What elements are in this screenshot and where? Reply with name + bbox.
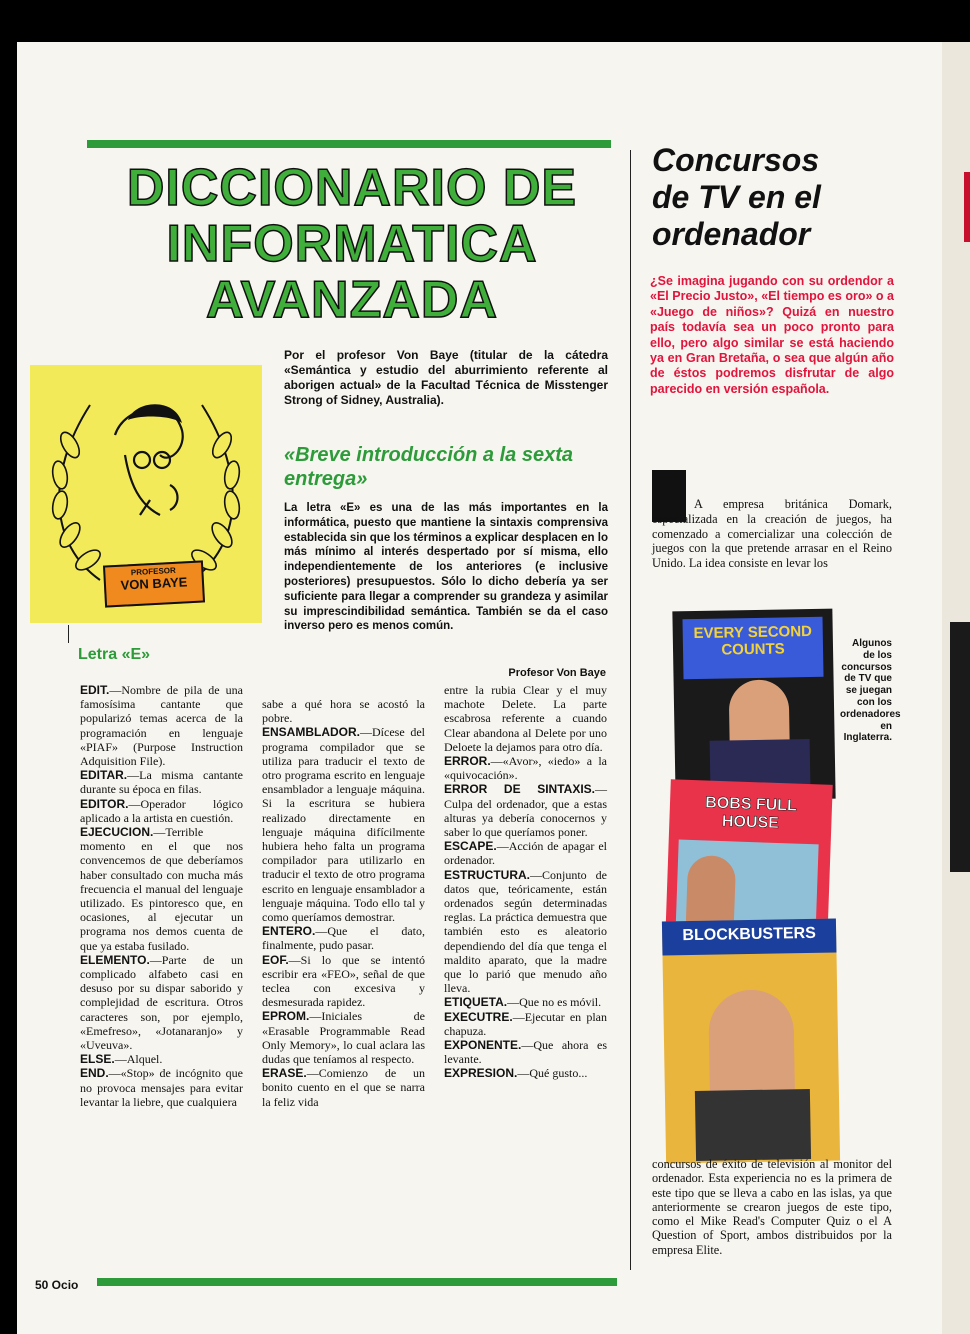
top-green-rule <box>87 140 611 148</box>
sidebar-title <box>652 142 922 253</box>
bottom-green-rule <box>97 1278 617 1286</box>
entry-definition: —Alquel. <box>114 1052 163 1067</box>
entry-term: EXPONENTE. <box>444 1038 522 1053</box>
article-title <box>72 160 632 328</box>
sidebar-title-line-1: Concursos <box>652 142 820 178</box>
entry-term: ETIQUETA. <box>444 995 508 1010</box>
author-byline: Por el profesor Von Baye (titular de la cátedra «Semántica y estudio del aburrimiento referente al aborigen actual» de la Facultad Técnica de Misstenger Strong of Sidney, Australia). <box>284 348 608 407</box>
nameplate-line-1: PROFESOR <box>130 565 177 578</box>
entry-term: EDITOR. <box>80 796 129 811</box>
sidebar-title-line-2: de TV en el <box>652 179 821 215</box>
game-box-every-second-counts <box>672 609 835 802</box>
entry-term: EXECUTRE. <box>444 1009 513 1024</box>
game-boxes-photo <box>656 610 838 1165</box>
sidebar-body-1 <box>652 497 892 571</box>
entry-definition: —«Avor», «iedo» a la «quivocación». <box>444 754 607 783</box>
dictionary-entry <box>262 725 425 924</box>
entry-term: ESTRUCTURA. <box>444 867 530 882</box>
facing-page-photo <box>950 622 970 872</box>
title-line-3: AVANZADA <box>205 271 499 329</box>
entry-definition: —Dícese del programa compilador que se utiliza para traducir el texto de otro programa escrito en lenguaje ensamblador a lenguaje máquina. Si la escritura se hubiera realizado directamente en lenguaje máquina difícilmente hubiera heho falta un programa compilador para utilizarlo en traducir el texto de otro programa escrito en lenguaje ensamblador a lenguaje máquina. Todo ello tal y como queríamos demostrar. <box>262 725 425 925</box>
dictionary-entry <box>444 754 607 782</box>
intro-signature: Profesor Von Baye <box>508 667 606 679</box>
photo-caption: Algunos de los concursos de TV que se juegan con los ordenadores en Inglaterra. <box>840 638 901 744</box>
sidebar-body-1-text: A empresa británica Domark, especializada en la creación de juegos, ha comenzado a comercializar una colección de juegos con la que pretende arrasar en el Reino Unido. La idea consiste en levar los <box>652 497 892 571</box>
entry-definition: —Parte de un complicado alfabeto casi en desuso por su dispar saborido y complejidad de escritura. Otros caracteres son, por ejemplo, «Emefreso», «Jotanaranjo» y «Uveuva». <box>80 952 243 1053</box>
entry-definition: —Qué gusto... <box>517 1066 588 1081</box>
entry-definition: —Iniciales de «Erasable Programmable Read Only Memory», lo cual aclara las dudas que teníamos al respecto. <box>262 1009 425 1067</box>
entry-definition: —Comienzo de un bonito cuento en el que se narra la feliz vida <box>262 1066 425 1109</box>
entry-definition: sabe a qué hora se acostó la pobre. <box>262 697 425 726</box>
entry-definition: —Que ahora es levante. <box>444 1038 607 1067</box>
column-rule-left <box>68 625 69 643</box>
dictionary-entry <box>444 1010 607 1038</box>
entry-term: ERROR. <box>444 754 491 769</box>
game-title-1: EVERY SECOND COUNTS <box>693 622 813 659</box>
sidebar-body-2: concursos de éxito de televisión al monitor del ordenador. Esta experiencia no es la primera de este tipo que se lleva a cabo en las islas, ya que anteriormente se crearon juegos de este tipo, como el Mike Read's Computer Quiz o el A Question of Sport, ambos distribuidos por la empresa Elite. <box>652 1157 892 1257</box>
dictionary-entry <box>444 782 607 839</box>
entry-term: END. <box>80 1066 109 1081</box>
dictionary-entry <box>80 825 243 953</box>
facing-page-edge <box>942 42 970 1334</box>
entry-definition: —Culpa del ordenador, que a estas alturas ya debería conocernos y saber lo que queríamos poner. <box>444 782 607 840</box>
game-box-blockbusters <box>662 919 840 1164</box>
dictionary-entry <box>80 1066 243 1109</box>
dictionary-entry <box>444 1066 607 1080</box>
entry-term: ERROR DE SINTAXIS. <box>444 782 595 797</box>
intro-subhead: «Breve introducción a la sexta entrega» <box>284 444 574 490</box>
dictionary-entry <box>262 697 425 725</box>
dictionary-entry <box>262 1009 425 1066</box>
dictionary-column-3 <box>444 683 607 1081</box>
dictionary-entry <box>80 768 243 796</box>
dictionary-entry <box>444 683 607 754</box>
entry-term: EPROM. <box>262 1009 310 1024</box>
entry-definition: entre la rubia Clear y el muy machote Delete. La parte escabrosa referente a cuando Clear abandona al Delete por uno Deloete la dejamos para otro día. <box>444 683 607 754</box>
entry-definition: —Conjunto de datos que, teóricamente, están ordenados según determinadas reglas. La práctica demuestra que también esto es aleatorio dependiendo del día que tenga el maldito aparato, que la madre que lo parió que menudo año lleva. <box>444 867 607 996</box>
entry-term: ENSAMBLADOR. <box>262 725 360 740</box>
entry-term: ENTERO. <box>262 924 316 939</box>
dictionary-entry <box>262 1066 425 1109</box>
entry-term: EOF. <box>262 952 289 967</box>
dictionary-column-1 <box>80 683 243 1109</box>
game-title-3: BLOCKBUSTERS <box>682 924 816 945</box>
nameplate-line-2: VON BAYE <box>120 574 188 593</box>
entry-definition: —La misma cantante durante su época en filas. <box>80 768 243 797</box>
entry-term: EDIT. <box>80 683 110 697</box>
entry-definition: —Acción de apagar el ordenador. <box>444 839 607 868</box>
dictionary-entry <box>80 683 243 768</box>
dictionary-column-2 <box>262 697 425 1109</box>
intro-paragraph: La letra «E» es una de las más importantes en la informática, puesto que mantiene la sintaxis comprensiva establecida sin que los términos a explicar desplacen en lo más mínimo al interés despertado por sí misma, ello independientemente de los anteriores (e inclusive posteriores) presupuestos. Sólo lo dicho debería ya ser suficiente para llegar a comprender su grandeza y asimilar su imprescindibilidad semántica. También se da el caso inverso pero es menos común. <box>284 502 608 633</box>
dictionary-entry <box>262 924 425 952</box>
sidebar-lead: ¿Se imagina jugando con su ordendor a «El Precio Justo», «El tiempo es oro» o a «Juego de niños»? Quizá en nuestro país todavía sea un poco pronto para ello, pero algo similar se está haciendo ya en Gran Bretaña, o sea que algún año de éstos podremos disfrutar de algo parecido en versión española. <box>650 274 894 396</box>
dictionary-entry <box>444 1038 607 1066</box>
game-title-2: BOBS FULL HOUSE <box>704 794 798 833</box>
entry-term: EXPRESION. <box>444 1066 518 1081</box>
dictionary-entry <box>262 953 425 1010</box>
dictionary-entry <box>80 1052 243 1066</box>
entry-definition: —Nombre de pila de una famosísima cantante que popularizó temas acerca de la programación en lenguaje «PIAF» (Purpose Instruction Adquisition File). <box>80 683 243 769</box>
letter-heading: Letra «E» <box>78 646 151 663</box>
entry-term: ELSE. <box>80 1052 115 1067</box>
professor-illustration <box>30 365 262 623</box>
page-folio: 50 Ocio <box>35 1278 79 1292</box>
entry-term: ERASE. <box>262 1066 307 1081</box>
dictionary-entry <box>80 797 243 825</box>
title-line-2: INFORMATICA <box>166 215 538 273</box>
entry-definition: —Que no es móvil. <box>507 995 602 1010</box>
sidebar-title-line-3: ordenador <box>652 216 811 252</box>
entry-term: EDITAR. <box>80 768 128 783</box>
dictionary-entry <box>80 953 243 1052</box>
entry-definition: —Terrible momento en el que nos convencemos de que deberíamos haber consultado con mucha más frecuencia el manual del lenguaje utilizado. Es pintoresco que, en ocasiones, al ejecutar un programa nos demos cuenta de que ya estaba fusilado. <box>80 825 243 953</box>
dictionary-entry <box>444 995 607 1009</box>
entry-definition: —«Stop» de incógnito que no provoca mensajes para evitar levantar la liebre, que cualquiera <box>80 1066 243 1109</box>
entry-definition: —Si lo que se intentó escribir era «FEO», señal de que teclea con excesiva y desmesurada rapidez. <box>262 952 425 1010</box>
dictionary-entry <box>444 839 607 867</box>
entry-definition: —Ejecutar en plan chapuza. <box>444 1009 607 1038</box>
entry-definition: —Que el dato, finalmente, pudo pasar. <box>262 924 425 953</box>
entry-definition: —Operador lógico aplicado a la artista en cuestión. <box>80 796 243 825</box>
entry-term: ELEMENTO. <box>80 952 150 967</box>
title-line-1: DICCIONARIO DE <box>126 159 578 217</box>
dictionary-entry <box>444 868 607 996</box>
entry-term: EJECUCION. <box>80 825 154 840</box>
nameplate <box>103 560 205 607</box>
facing-page-red-mark <box>964 172 970 242</box>
entry-term: ESCAPE. <box>444 839 497 854</box>
sidebar-column-rule <box>630 150 631 1270</box>
